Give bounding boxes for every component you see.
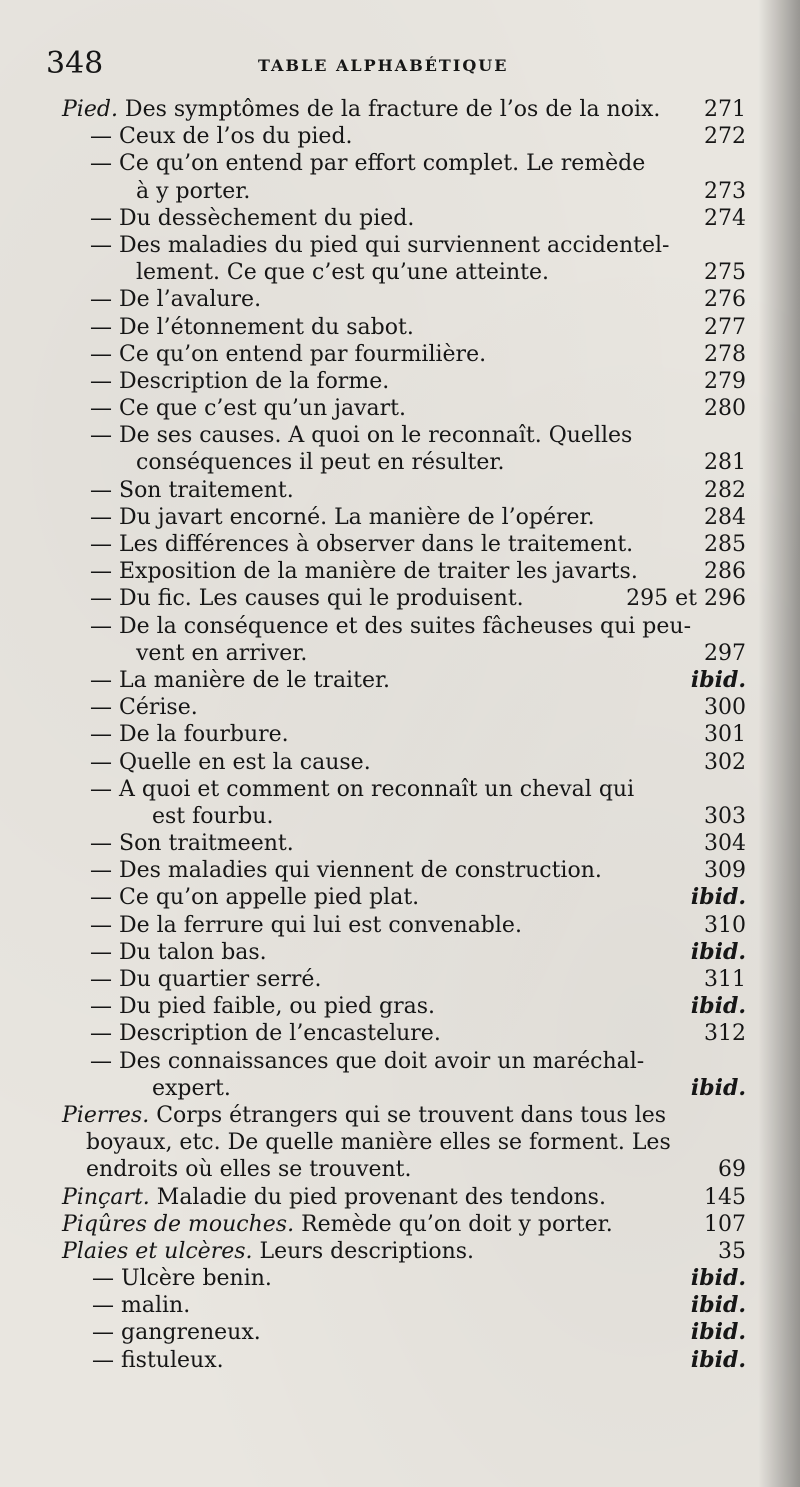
index-description: — Du pied faible, ou pied gras. [90,994,436,1020]
index-description: vent en arriver. [136,640,308,666]
index-description: — Exposition de la manière de traiter les javarts. [90,559,638,585]
index-line [40,259,760,286]
index-line [40,341,760,368]
index-line [40,857,760,884]
index-description: — malin. [92,1293,191,1319]
index-description: — Les différences à observer dans le traitement. [90,532,634,557]
index-line-text [92,1319,261,1346]
index-description: — Description de l’encastelure. [90,1021,441,1047]
page-reference: 279 [704,368,746,394]
index-line [40,1129,760,1156]
index-line-text [90,477,294,504]
index-line-text [90,531,633,558]
index-line [40,232,760,259]
index-line [40,585,760,612]
index-line-text [92,1265,272,1292]
index-description: Corps étrangers qui se trouvent dans tous les [149,1102,667,1128]
index-line-text [136,640,307,667]
index-line-text [90,123,353,150]
index-headword: Pierres. [62,1102,150,1128]
index-line [40,939,760,966]
index-description: endroits où elles se trouvent. [86,1157,412,1183]
index-headword: Piqûres de mouches. [62,1211,295,1237]
page-reference: ibid. [690,938,746,965]
index-description: — Ce qu’on appelle pied plat. [90,885,420,911]
index-description: conséquences il peut en résulter. [136,450,505,476]
index-description: — Son traitement. [90,477,294,503]
index-description: — Son traitmeent. [90,831,294,857]
index-description: — Du fic. Les causes qui le produisent. [90,586,524,612]
page-reference: 145 [704,1184,746,1210]
index-line [40,178,760,205]
index-headword: Plaies et ulcères. [62,1238,253,1264]
page-reference: ibid. [690,1346,746,1373]
index-line [40,531,760,558]
index-line-text [90,205,414,232]
index-line [40,721,760,748]
index-line [40,667,760,694]
page-reference: ibid. [690,1319,746,1346]
index-description: — De ses causes. A quoi on le reconnaît. Quelles [90,423,633,449]
index-line [40,395,760,422]
index-line-text [62,1211,613,1238]
index-description: — A quoi et comment on reconnaît un cheval qui [90,776,635,802]
index-line [40,449,760,476]
index-description: boyaux, etc. De quelle manière elles se forment. Les [86,1130,671,1156]
index-line-text [90,613,691,640]
index-headword: Pinçart. [62,1184,150,1210]
index-line [40,993,760,1020]
index-line-text [92,1292,190,1319]
index-line-text [90,884,419,911]
index-line-text [90,395,406,422]
index-line-text [86,1129,671,1156]
index-line-text [90,694,198,721]
index-description: — Cérise. [90,695,198,721]
index-line [40,1211,760,1238]
index-line [40,422,760,449]
page-reference: 309 [704,858,746,884]
index-line-text [90,749,371,776]
index-description: — De l’avalure. [90,287,262,313]
index-line-text [62,1184,606,1211]
page-reference: 304 [704,831,746,857]
page-reference: ibid. [690,993,746,1020]
index-description: — Description de la forme. [90,368,390,394]
index-description: — La manière de le traiter. [90,667,391,693]
index-line [40,1156,760,1183]
index-line-text [86,1156,412,1183]
page-reference: 302 [704,749,746,775]
page-reference: ibid. [690,666,746,693]
index-line-text [62,1102,666,1129]
index-description: lement. Ce que c’est qu’une atteinte. [136,260,549,286]
index-line [40,123,760,150]
index-line-text [90,857,602,884]
index-line-text [90,939,267,966]
index-description: — Ceux de l’os du pied. [90,124,353,150]
index-line-text [62,1238,474,1265]
page-reference: 310 [704,912,746,938]
index-line-text [90,721,289,748]
index-description: Maladie du pied provenant des tendons. [149,1184,606,1210]
index-line-text [152,1075,231,1102]
index-line [40,314,760,341]
index-description: — Ce que c’est qu’un javart. [90,396,406,422]
index-line [40,1292,760,1319]
page-reference: 281 [704,450,746,476]
index-line [40,1075,760,1102]
index-line [40,477,760,504]
index-line-text [136,449,504,476]
index-line-text [62,96,660,123]
page-reference: 275 [704,260,746,286]
index-line-text [90,776,634,803]
page-reference: 69 [718,1157,746,1183]
page-reference: 35 [718,1238,746,1264]
page-edge-shadow [758,0,800,1487]
page-reference: 295 et 296 [626,586,746,612]
index-line-text [90,232,669,259]
index-line [40,558,760,585]
page-reference: 300 [704,695,746,721]
index-line [40,1319,760,1346]
page-reference: 297 [704,640,746,666]
page-reference: 312 [704,1021,746,1047]
index-line-text [90,504,595,531]
index-line-text [90,667,390,694]
index-headword: Pied. [62,97,118,122]
index-line [40,504,760,531]
index-description: — Des maladies du pied qui surviennent accidentel- [90,232,670,258]
index-line [40,884,760,911]
index-line [40,1238,760,1265]
index-line [40,1048,760,1075]
index-entries [40,96,760,1374]
page-number: 348 [46,46,104,81]
page-reference: 301 [704,722,746,748]
index-description: Remède qu’on doit y porter. [294,1211,613,1237]
index-description: expert. [152,1075,231,1101]
index-description: — De la conséquence et des suites fâcheuses qui peu- [90,613,692,639]
page-header [46,42,740,82]
page-reference: 284 [704,504,746,530]
index-line [40,205,760,232]
page-reference: 280 [704,396,746,422]
index-line-text [90,830,294,857]
index-line [40,96,760,123]
index-description: — Ce qu’on entend par fourmilière. [90,341,487,367]
index-line-text [90,966,321,993]
page-reference: ibid. [690,884,746,911]
index-line-text [90,1048,644,1075]
page-reference: 273 [704,178,746,204]
index-line [40,1020,760,1047]
index-line-text [90,150,645,177]
index-description: est fourbu. [152,803,274,829]
index-line-text [90,368,389,395]
index-line-text [90,558,638,585]
index-line-text [152,803,273,830]
index-line-text [90,314,414,341]
index-line [40,150,760,177]
index-line [40,1102,760,1129]
page-reference: 286 [704,559,746,585]
index-line-text [92,1347,224,1374]
index-line [40,966,760,993]
page-reference: 311 [704,967,746,992]
index-description: — gangreneux. [92,1320,261,1346]
index-description: — Ulcère benin. [92,1266,272,1292]
index-description: — Des maladies qui viennent de construction. [90,858,602,884]
index-line-text [136,259,549,286]
index-description: Leurs descriptions. [252,1238,475,1264]
index-description: — Du javart encorné. La manière de l’opérer. [90,504,595,530]
index-description: — Du talon bas. [90,939,267,965]
page-reference: ibid. [690,1265,746,1292]
page-reference: 277 [704,314,746,340]
page-reference: 274 [704,205,746,231]
index-line-text [90,286,261,313]
page-reference: 285 [704,532,746,557]
page-reference: ibid. [690,1074,746,1101]
index-description: — Ce qu’on entend par effort complet. Le remède [90,151,646,177]
page-reference: 271 [704,97,746,122]
index-line-text [90,341,486,368]
index-line-text [90,585,524,612]
index-description: Des symptômes de la fracture de l’os de la noix. [117,97,661,122]
index-line [40,694,760,721]
page-reference: 272 [704,124,746,150]
index-line [40,640,760,667]
index-line-text [90,1020,441,1047]
index-line [40,1184,760,1211]
running-title: TABLE ALPHABÉTIQUE [258,56,509,75]
index-description: — Quelle en est la cause. [90,749,371,775]
index-line [40,613,760,640]
index-description: — De l’étonnement du sabot. [90,314,414,340]
page-reference: 276 [704,287,746,313]
index-description: — fistuleux. [92,1347,224,1373]
page-reference: 278 [704,341,746,367]
index-line-text [90,993,435,1020]
index-line-text [90,912,522,939]
index-line [40,830,760,857]
index-description: — De la fourbure. [90,722,289,748]
index-line [40,286,760,313]
page-reference: ibid. [690,1292,746,1319]
index-description: — De la ferrure qui lui est convenable. [90,912,522,938]
index-line [40,776,760,803]
index-line [40,912,760,939]
index-line-text [136,178,250,205]
index-line [40,1347,760,1374]
index-line [40,749,760,776]
index-description: à y porter. [136,178,251,204]
index-line [40,368,760,395]
page-reference: 303 [704,803,746,829]
index-description: — Des connaissances que doit avoir un maréchal- [90,1048,645,1074]
index-line-text [90,422,632,449]
page-reference: 282 [704,477,746,503]
page-reference: 107 [704,1211,746,1237]
index-line [40,803,760,830]
index-line [40,1265,760,1292]
index-description: — Du quartier serré. [90,967,322,992]
index-description: — Du dessèchement du pied. [90,205,415,231]
